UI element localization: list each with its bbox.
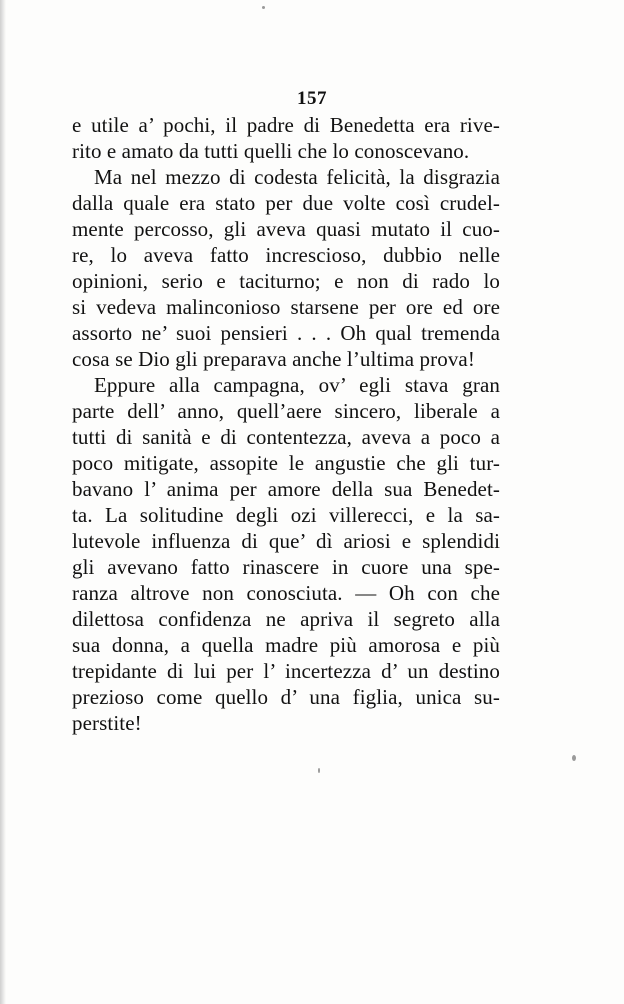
text-line: e utile a’ pochi, il padre di Benedetta era rive-: [72, 113, 500, 137]
text-line: bavano l’ anima per amore della sua Benedet-: [72, 477, 500, 501]
text-line: ranza altrove non conosciuta. — Oh con che: [72, 581, 500, 605]
text-line: poco mitigate, assopite le angustie che gli tur-: [72, 451, 500, 475]
paper-speck: [262, 6, 265, 9]
text-line: dalla quale era stato per due volte così crudel-: [72, 191, 500, 215]
text-line: mente percosso, gli aveva quasi mutato il cuo-: [72, 217, 500, 241]
text-line: parte dell’ anno, quell’aere sincero, liberale a: [72, 399, 500, 423]
text-line: dilettosa confidenza ne apriva il segreto alla: [72, 607, 500, 631]
text-line: prezioso come quello d’ una figlia, unica su-: [72, 685, 500, 709]
text-line: opinioni, serio e taciturno; e non di rado lo: [72, 269, 500, 293]
text-line: ta. La solitudine degli ozi villerecci, e la sa-: [72, 503, 500, 527]
text-line: perstite!: [72, 711, 142, 735]
page-number: 157: [297, 88, 327, 109]
paper-speck: [572, 755, 576, 761]
text-line: cosa se Dio gli preparava anche l’ultima prova!: [72, 347, 475, 371]
text-line: sua donna, a quella madre più amorosa e più: [72, 633, 500, 657]
text-line: Eppure alla campagna, ov’ egli stava gran: [94, 373, 500, 397]
text-line: Ma nel mezzo di codesta felicità, la disgrazia: [94, 165, 500, 189]
paper-speck: [318, 768, 320, 773]
text-line: assorto ne’ suoi pensieri . . . Oh qual tremenda: [72, 321, 500, 345]
text-line: gli avevano fatto rinascere in cuore una spe-: [72, 555, 500, 579]
page-edge-shadow: [0, 0, 6, 1004]
text-line: re, lo aveva fatto increscioso, dubbio nelle: [72, 243, 500, 267]
text-line: trepidante di lui per l’ incertezza d’ un destino: [72, 659, 500, 683]
text-line: lutevole influenza di que’ dì ariosi e splendidi: [72, 529, 500, 553]
text-line: rito e amato da tutti quelli che lo conoscevano.: [72, 139, 470, 163]
text-line: tutti di sanità e di contentezza, aveva a poco a: [72, 425, 500, 449]
text-line: si vedeva malinconioso starsene per ore ed ore: [72, 295, 500, 319]
body-text: [72, 112, 500, 736]
